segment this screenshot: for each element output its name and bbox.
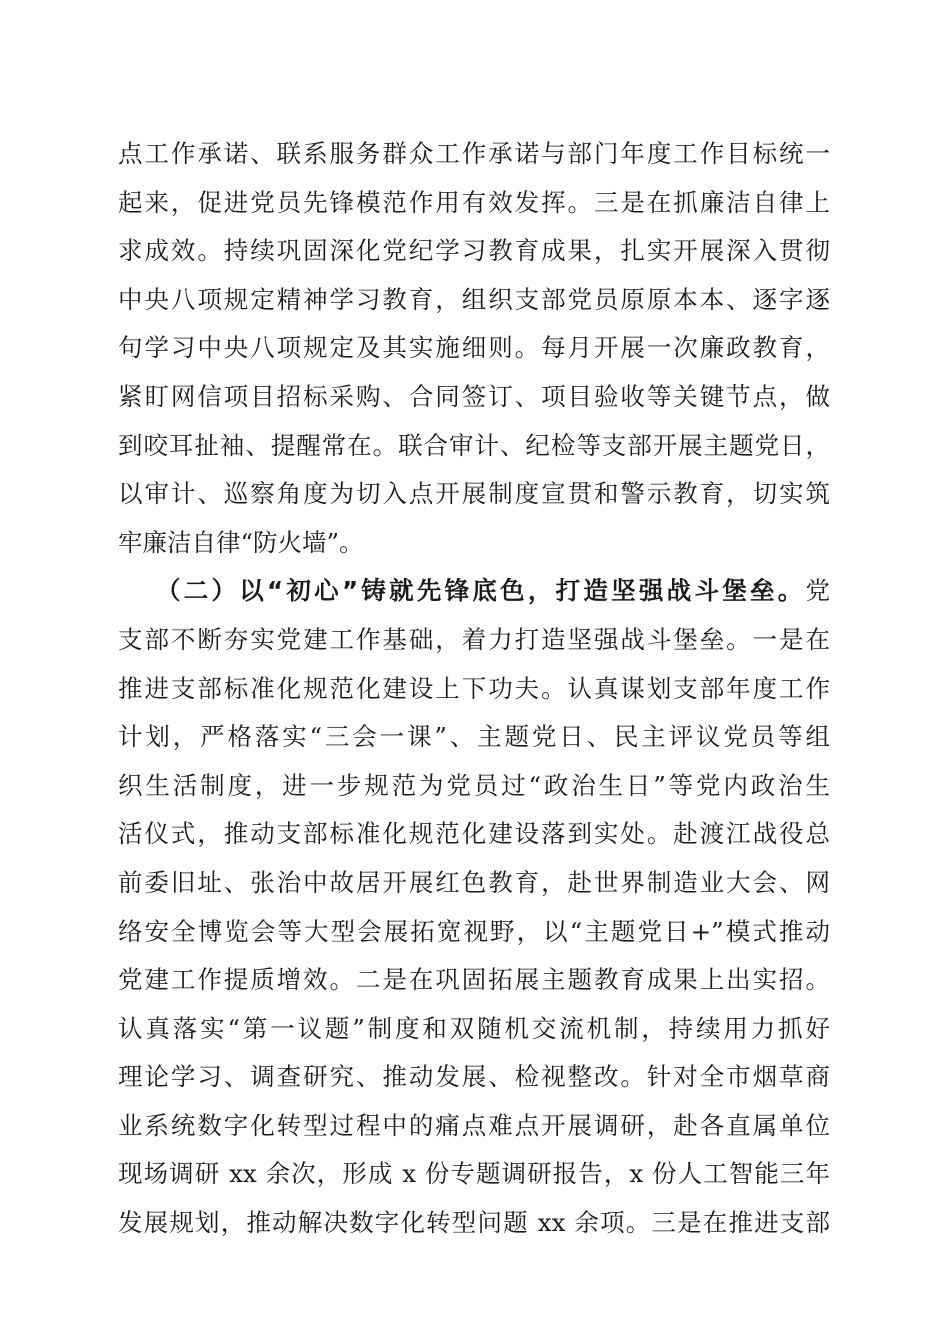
paragraph-line: 络安全博览会等大型会展拓宽视野，以“主题党日+”模式推动 bbox=[118, 916, 830, 946]
paragraph-line: 业系统数字化转型过程中的痛点难点开展调研，赴各直属单位 bbox=[118, 1110, 830, 1140]
paragraph-line: 点工作承诺、联系服务群众工作承诺与部门年度工作目标统一 bbox=[118, 139, 830, 168]
paragraph-line: 发展规划，推动解决数字化转型问题 xx 余项。三是在推进支部 bbox=[118, 1208, 830, 1238]
paragraph-line: 求成效。持续巩固深化党纪学习教育成果，扎实开展深入贯彻 bbox=[118, 236, 830, 266]
paragraph-line: 推进支部标准化规范化建设上下功夫。认真谋划支部年度工作 bbox=[118, 673, 830, 703]
paragraph-line: 理论学习、调查研究、推动发展、检视整改。针对全市烟草商 bbox=[118, 1062, 830, 1092]
paragraph-line: 计划，严格落实“三会一课”、主题党日、民主评议党员等组 bbox=[118, 722, 830, 752]
paragraph-line: 现场调研 xx 余次，形成 x 份专题调研报告，x 份人工智能三年 bbox=[118, 1159, 830, 1189]
paragraph-line: 支部不断夯实党建工作基础，着力打造坚强战斗堡垒。一是在 bbox=[118, 624, 830, 654]
paragraph-line: 句学习中央八项规定及其实施细则。每月开展一次廉政教育， bbox=[118, 333, 830, 363]
section-heading-line bbox=[118, 567, 830, 616]
paragraph-line: 紧盯网信项目招标采购、合同签订、项目验收等关键节点，做 bbox=[118, 381, 830, 411]
paragraph-line: 织生活制度，进一步规范为党员过“政治生日”等党内政治生 bbox=[118, 770, 830, 800]
paragraph-line: 活仪式，推动支部标准化规范化建设落到实处。赴渡江战役总 bbox=[118, 819, 830, 849]
section-heading-tail: 党 bbox=[805, 576, 830, 606]
paragraph-line: 牢廉洁自律“防火墙”。 bbox=[118, 527, 364, 557]
document-body bbox=[118, 130, 830, 1248]
section-heading: （二）以“初心”铸就先锋底色，打造坚强战斗堡垒。 bbox=[156, 576, 806, 606]
paragraph-line: 到咬耳扯袖、提醒常在。联合审计、纪检等支部开展主题党日， bbox=[118, 430, 830, 460]
paragraph-line: 以审计、巡察角度为切入点开展制度宣贯和警示教育，切实筑 bbox=[118, 479, 830, 509]
paragraph-line: 中央八项规定精神学习教育，组织支部党员原原本本、逐字逐 bbox=[118, 284, 830, 314]
paragraph-line: 前委旧址、张治中故居开展红色教育，赴世界制造业大会、网 bbox=[118, 867, 830, 897]
paragraph-line: 认真落实“第一议题”制度和双随机交流机制，持续用力抓好 bbox=[118, 1013, 830, 1043]
paragraph-line: 党建工作提质增效。二是在巩固拓展主题教育成果上出实招。 bbox=[118, 965, 830, 995]
paragraph-line: 起来，促进党员先锋模范作用有效发挥。三是在抓廉洁自律上 bbox=[118, 187, 830, 217]
